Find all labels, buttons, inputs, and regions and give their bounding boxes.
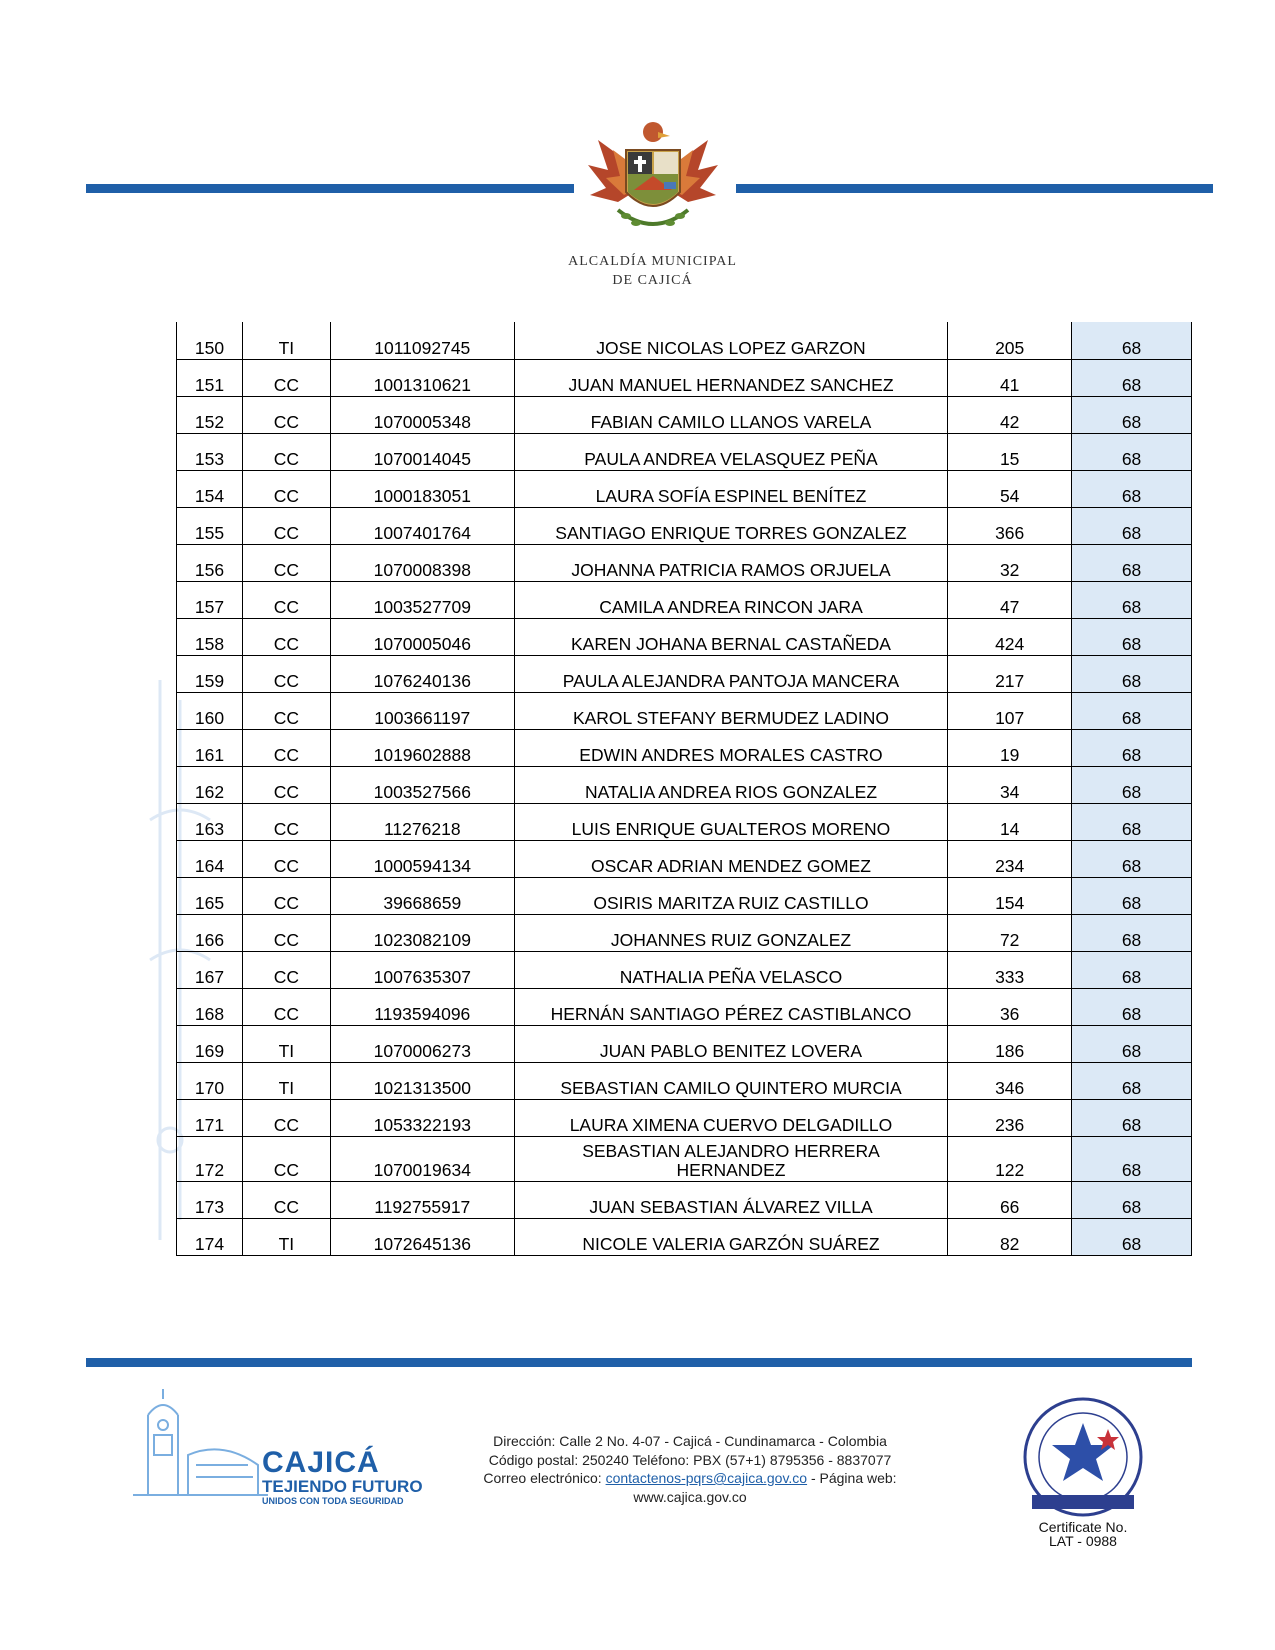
cell-doc-type: CC [242,1136,330,1181]
cell-doc-type: TI [242,1025,330,1062]
brand-tagline: UNIDOS CON TODA SEGURIDAD [262,1496,404,1506]
cell-position: 107 [948,692,1072,729]
cell-doc-type: CC [242,655,330,692]
cell-number: 161 [177,729,243,766]
cell-name: JOHANNES RUIZ GONZALEZ [514,914,948,951]
cell-name: HERNÁN SANTIAGO PÉREZ CASTIBLANCO [514,988,948,1025]
cell-number: 170 [177,1062,243,1099]
cell-position: 32 [948,544,1072,581]
brand-title: CAJICÁ [262,1446,380,1479]
cell-score: 68 [1072,507,1192,544]
cell-doc-type: CC [242,433,330,470]
email-line [470,1469,910,1488]
cell-position: 42 [948,396,1072,433]
table-row [177,729,1192,766]
cell-position: 19 [948,729,1072,766]
cell-number: 154 [177,470,243,507]
cell-score: 68 [1072,433,1192,470]
cell-score: 68 [1072,840,1192,877]
cell-position: 34 [948,766,1072,803]
table-row [177,655,1192,692]
address-line: Dirección: Calle 2 No. 4-07 - Cajicá - Cundinamarca - Colombia [493,1433,887,1449]
cell-position: 346 [948,1062,1072,1099]
web-label: - Página web: [810,1470,897,1486]
cell-score: 68 [1072,877,1192,914]
table-row [177,359,1192,396]
cell-position: 41 [948,359,1072,396]
results-table [176,322,1192,1256]
iso-certification-seal-icon [1018,1395,1148,1525]
cell-position: 186 [948,1025,1072,1062]
table-row [177,914,1192,951]
cell-name [514,1136,948,1181]
table-row [177,1136,1192,1181]
cell-position: 333 [948,951,1072,988]
cell-doc-type: CC [242,877,330,914]
certificate-number [1012,1520,1154,1548]
org-name-line1: ALCALDÍA MUNICIPAL [568,254,737,269]
cell-name: NATHALIA PEÑA VELASCO [514,951,948,988]
cell-score: 68 [1072,618,1192,655]
cell-name: SANTIAGO ENRIQUE TORRES GONZALEZ [514,507,948,544]
cell-name: LUIS ENRIQUE GUALTEROS MORENO [514,803,948,840]
cell-doc-number: 1000183051 [330,470,514,507]
cell-name: NATALIA ANDREA RIOS GONZALEZ [514,766,948,803]
cell-position: 15 [948,433,1072,470]
cell-doc-type: CC [242,396,330,433]
table-row [177,581,1192,618]
cell-name-line2: HERNANDEZ [676,1159,786,1180]
cell-doc-number: 1070006273 [330,1025,514,1062]
cell-name: JUAN SEBASTIAN ÁLVAREZ VILLA [514,1181,948,1218]
cell-score: 68 [1072,803,1192,840]
cell-number: 168 [177,988,243,1025]
website-line[interactable]: www.cajica.gov.co [633,1488,747,1505]
table-row [177,433,1192,470]
cell-doc-type: CC [242,1181,330,1218]
cell-score: 68 [1072,1025,1192,1062]
table-row [177,618,1192,655]
table-row [177,877,1192,914]
org-name-line2: DE CAJICÁ [612,273,693,288]
table-row [177,988,1192,1025]
table-row [177,1181,1192,1218]
cell-name: LAURA SOFÍA ESPINEL BENÍTEZ [514,470,948,507]
cell-name: PAULA ALEJANDRA PANTOJA MANCERA [514,655,948,692]
cell-position: 36 [948,988,1072,1025]
cell-name: LAURA XIMENA CUERVO DELGADILLO [514,1099,948,1136]
cert-line2: LAT - 0988 [1049,1533,1117,1549]
cell-position: 66 [948,1181,1072,1218]
cell-doc-type: CC [242,951,330,988]
cell-position: 47 [948,581,1072,618]
table-row [177,840,1192,877]
cell-name: CAMILA ANDREA RINCON JARA [514,581,948,618]
table-row [177,951,1192,988]
table-row [177,470,1192,507]
cell-score: 68 [1072,359,1192,396]
cell-doc-type: CC [242,507,330,544]
table-row [177,766,1192,803]
cell-doc-number: 1053322193 [330,1099,514,1136]
table-row [177,692,1192,729]
cell-doc-number: 1003527566 [330,766,514,803]
cell-name: EDWIN ANDRES MORALES CASTRO [514,729,948,766]
cell-doc-number: 1007401764 [330,507,514,544]
cell-doc-type: CC [242,544,330,581]
cell-doc-type: CC [242,470,330,507]
table-row [177,396,1192,433]
cell-doc-type: TI [242,1062,330,1099]
cell-position: 154 [948,877,1072,914]
footer-rule [86,1358,1192,1367]
table-row [177,1218,1192,1255]
cell-score: 68 [1072,1062,1192,1099]
cell-doc-number: 1023082109 [330,914,514,951]
cell-doc-type: TI [242,322,330,359]
results-table-body [177,322,1192,1255]
cell-doc-type: CC [242,729,330,766]
cell-number: 159 [177,655,243,692]
table-row [177,1062,1192,1099]
cell-name: JUAN PABLO BENITEZ LOVERA [514,1025,948,1062]
cell-doc-number: 1192755917 [330,1181,514,1218]
cell-doc-number: 1000594134 [330,840,514,877]
cell-number: 173 [177,1181,243,1218]
cell-score: 68 [1072,1218,1192,1255]
cell-position: 14 [948,803,1072,840]
cell-score: 68 [1072,396,1192,433]
cell-number: 160 [177,692,243,729]
cell-number: 151 [177,359,243,396]
cell-number: 163 [177,803,243,840]
cell-doc-type: CC [242,359,330,396]
cell-doc-number: 1193594096 [330,988,514,1025]
cell-doc-type: CC [242,692,330,729]
cell-doc-type: CC [242,988,330,1025]
cell-doc-number: 1070019634 [330,1136,514,1181]
cell-number: 162 [177,766,243,803]
org-name [540,252,765,290]
cell-name: KAREN JOHANA BERNAL CASTAÑEDA [514,618,948,655]
cell-doc-type: CC [242,766,330,803]
brand-subtitle: TEJIENDO FUTURO [262,1477,423,1496]
cell-score: 68 [1072,581,1192,618]
cell-number: 152 [177,396,243,433]
coat-of-arms-icon [578,110,728,250]
cell-number: 155 [177,507,243,544]
cell-position: 82 [948,1218,1072,1255]
cell-doc-number: 1001310621 [330,359,514,396]
brand-wordmark [262,1448,423,1507]
cell-doc-number: 39668659 [330,877,514,914]
email-link[interactable]: contactenos-pqrs@cajica.gov.co [605,1470,808,1486]
cell-doc-number: 1072645136 [330,1218,514,1255]
cell-doc-type: CC [242,618,330,655]
cell-name: FABIAN CAMILO LLANOS VARELA [514,396,948,433]
cell-doc-type: CC [242,840,330,877]
cell-number: 158 [177,618,243,655]
cell-position: 72 [948,914,1072,951]
cell-name: SEBASTIAN CAMILO QUINTERO MURCIA [514,1062,948,1099]
cell-doc-number: 1003661197 [330,692,514,729]
cell-score: 68 [1072,544,1192,581]
cell-position: 366 [948,507,1072,544]
table-row [177,322,1192,359]
cell-number: 167 [177,951,243,988]
cell-score: 68 [1072,1099,1192,1136]
cell-score: 68 [1072,1181,1192,1218]
cell-doc-number: 1076240136 [330,655,514,692]
cell-score: 68 [1072,729,1192,766]
cell-doc-number: 1019602888 [330,729,514,766]
cell-name: PAULA ANDREA VELASQUEZ PEÑA [514,433,948,470]
cell-score: 68 [1072,655,1192,692]
table-row [177,1025,1192,1062]
cell-number: 157 [177,581,243,618]
cell-number: 174 [177,1218,243,1255]
cell-number: 172 [177,1136,243,1181]
cell-number: 165 [177,877,243,914]
cell-name: JUAN MANUEL HERNANDEZ SANCHEZ [514,359,948,396]
cell-position: 234 [948,840,1072,877]
header-rule-right [736,184,1213,193]
cell-score: 68 [1072,692,1192,729]
table-row [177,507,1192,544]
cell-score: 68 [1072,988,1192,1025]
table-row [177,1099,1192,1136]
cell-score: 68 [1072,914,1192,951]
cell-name: OSIRIS MARITZA RUIZ CASTILLO [514,877,948,914]
cell-doc-number: 11276218 [330,803,514,840]
cell-position: 236 [948,1099,1072,1136]
cell-doc-number: 1070014045 [330,433,514,470]
cell-name: JOSE NICOLAS LOPEZ GARZON [514,322,948,359]
cell-name: OSCAR ADRIAN MENDEZ GOMEZ [514,840,948,877]
cell-doc-type: CC [242,581,330,618]
cell-score: 68 [1072,470,1192,507]
table-row [177,544,1192,581]
cell-doc-number: 1003527709 [330,581,514,618]
cell-name: JOHANNA PATRICIA RAMOS ORJUELA [514,544,948,581]
postal-line: Código postal: 250240 Teléfono: PBX (57+1) 8795356 - 8837077 [488,1451,892,1468]
cell-doc-number: 1011092745 [330,322,514,359]
cell-number: 153 [177,433,243,470]
cell-number: 156 [177,544,243,581]
cell-score: 68 [1072,951,1192,988]
cell-score: 68 [1072,766,1192,803]
cell-number: 169 [177,1025,243,1062]
cell-doc-number: 1070008398 [330,544,514,581]
email-label: Correo electrónico: [483,1470,602,1486]
cell-doc-type: CC [242,914,330,951]
cell-score: 68 [1072,1136,1192,1181]
cell-position: 205 [948,322,1072,359]
contact-info [470,1432,910,1506]
cell-doc-number: 1021313500 [330,1062,514,1099]
cell-position: 54 [948,470,1072,507]
cert-line1: Certificate No. [1038,1519,1128,1535]
cell-name-line1: SEBASTIAN ALEJANDRO HERRERA [582,1140,880,1161]
cell-position: 217 [948,655,1072,692]
cell-name: KAROL STEFANY BERMUDEZ LADINO [514,692,948,729]
cell-doc-number: 1070005348 [330,396,514,433]
cell-doc-type: CC [242,803,330,840]
cell-number: 164 [177,840,243,877]
cell-position: 424 [948,618,1072,655]
header-rule-left [86,184,574,193]
cell-number: 171 [177,1099,243,1136]
cell-number: 150 [177,322,243,359]
cell-position: 122 [948,1136,1072,1181]
cell-doc-type: TI [242,1218,330,1255]
cell-doc-number: 1007635307 [330,951,514,988]
cell-number: 166 [177,914,243,951]
cell-doc-type: CC [242,1099,330,1136]
cell-doc-number: 1070005046 [330,618,514,655]
cell-score: 68 [1072,322,1192,359]
cell-name: NICOLE VALERIA GARZÓN SUÁREZ [514,1218,948,1255]
table-row [177,803,1192,840]
